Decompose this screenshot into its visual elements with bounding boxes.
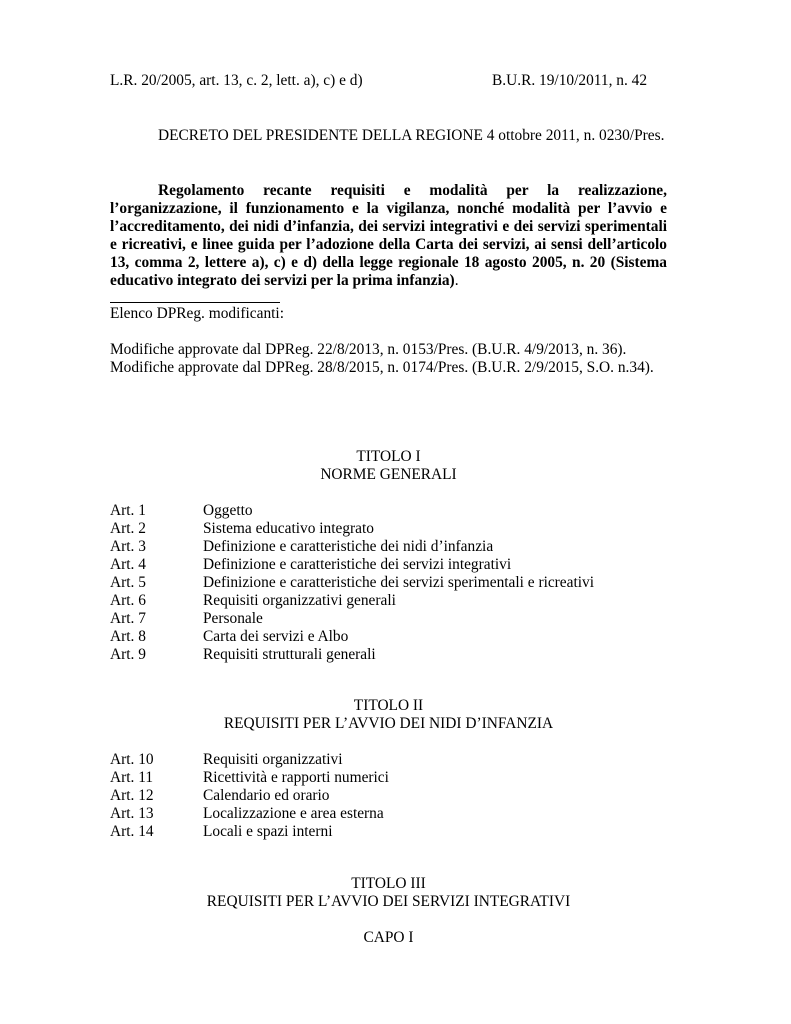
amendments-heading: Elenco DPReg. modificanti: [110,305,284,322]
article-label: Calendario ed orario [203,787,330,804]
article-number: Art. 2 [110,520,146,537]
regulation-title [110,182,667,290]
article-label: Definizione e caratteristiche dei servizi integrativi [203,556,512,573]
article-entry [110,628,348,646]
article-number: Art. 11 [110,769,154,786]
article-entry [110,751,343,769]
article-number: Art. 4 [110,556,146,573]
article-entry [110,646,376,664]
article-label: Sistema educativo integrato [203,520,374,537]
titolo-heading: TITOLO I [356,448,421,465]
amendment-item: Modifiche approvate dal DPReg. 28/8/2015, n. 0174/Pres. (B.U.R. 2/9/2015, S.O. n.34). [110,359,654,376]
article-entry [110,502,253,520]
article-entry [110,823,332,841]
article-label: Carta dei servizi e Albo [203,628,349,645]
titolo-subtitle: REQUISITI PER L’AVVIO DEI NIDI D’INFANZIA [223,715,554,732]
article-entry [110,556,511,574]
article-label: Requisiti organizzativi [203,751,343,768]
article-entry [110,805,384,823]
article-number: Art. 1 [110,502,146,519]
article-entry [110,574,594,592]
article-entry [110,769,389,787]
article-label: Oggetto [203,502,253,519]
titolo-heading: TITOLO II [353,697,424,714]
article-label: Requisiti strutturali generali [203,646,376,663]
amendment-item: Modifiche approvate dal DPReg. 22/8/2013, n. 0153/Pres. (B.U.R. 4/9/2013, n. 36). [110,341,627,358]
article-entry [110,592,396,610]
article-entry [110,520,374,538]
article-entry [110,787,330,805]
article-label: Definizione e caratteristiche dei servizi sperimentali e ricreativi [203,574,594,591]
titolo-subtitle: REQUISITI PER L’AVVIO DEI SERVIZI INTEGRATIVI [206,893,571,910]
regulation-title-text: Regolamento recante requisiti e modalità per la realizzazione, l’organizzazione, il funzionamento e la vigilanza, nonché modalità per l’avvio e l’accreditamento, dei nidi d’infanzia, dei servizi integrativi e dei servizi sperimentali e ricreativi, e linee guida per l’adozione della Carta dei servizi, ai sensi dell’articolo 13, comma 2, lettere a), c) e d) della legge regionale 18 agosto 2005, n. 20 (Sistema educativo integrato dei servizi per la prima infanzia) [110,182,667,289]
law-reference: L.R. 20/2005, art. 13, c. 2, lett. a), c) e d) [110,72,363,89]
article-label: Definizione e caratteristiche dei nidi d’infanzia [203,538,494,555]
article-entry [110,538,493,556]
bulletin-reference: B.U.R. 19/10/2011, n. 42 [492,72,648,89]
titolo-subtitle: NORME GENERALI [320,466,457,483]
article-label: Personale [203,610,263,627]
article-number: Art. 9 [110,646,146,663]
article-entry [110,610,263,628]
article-label: Requisiti organizzativi generali [203,592,396,609]
article-number: Art. 5 [110,574,146,591]
article-number: Art. 3 [110,538,146,555]
article-number: Art. 14 [110,823,154,840]
decree-heading: DECRETO DEL PRESIDENTE DELLA REGIONE 4 ottobre 2011, n. 0230/Pres. [158,127,665,144]
capo-heading: CAPO I [363,929,414,946]
article-number: Art. 6 [110,592,146,609]
article-number: Art. 13 [110,805,154,822]
article-number: Art. 12 [110,787,154,804]
separator-rule [110,302,280,303]
article-label: Localizzazione e area esterna [203,805,384,822]
article-number: Art. 8 [110,628,146,645]
article-number: Art. 10 [110,751,154,768]
article-label: Ricettività e rapporti numerici [203,769,389,786]
article-label: Locali e spazi interni [203,823,333,840]
titolo-heading: TITOLO III [351,875,426,892]
regulation-title-period: . [454,272,459,289]
article-number: Art. 7 [110,610,146,627]
